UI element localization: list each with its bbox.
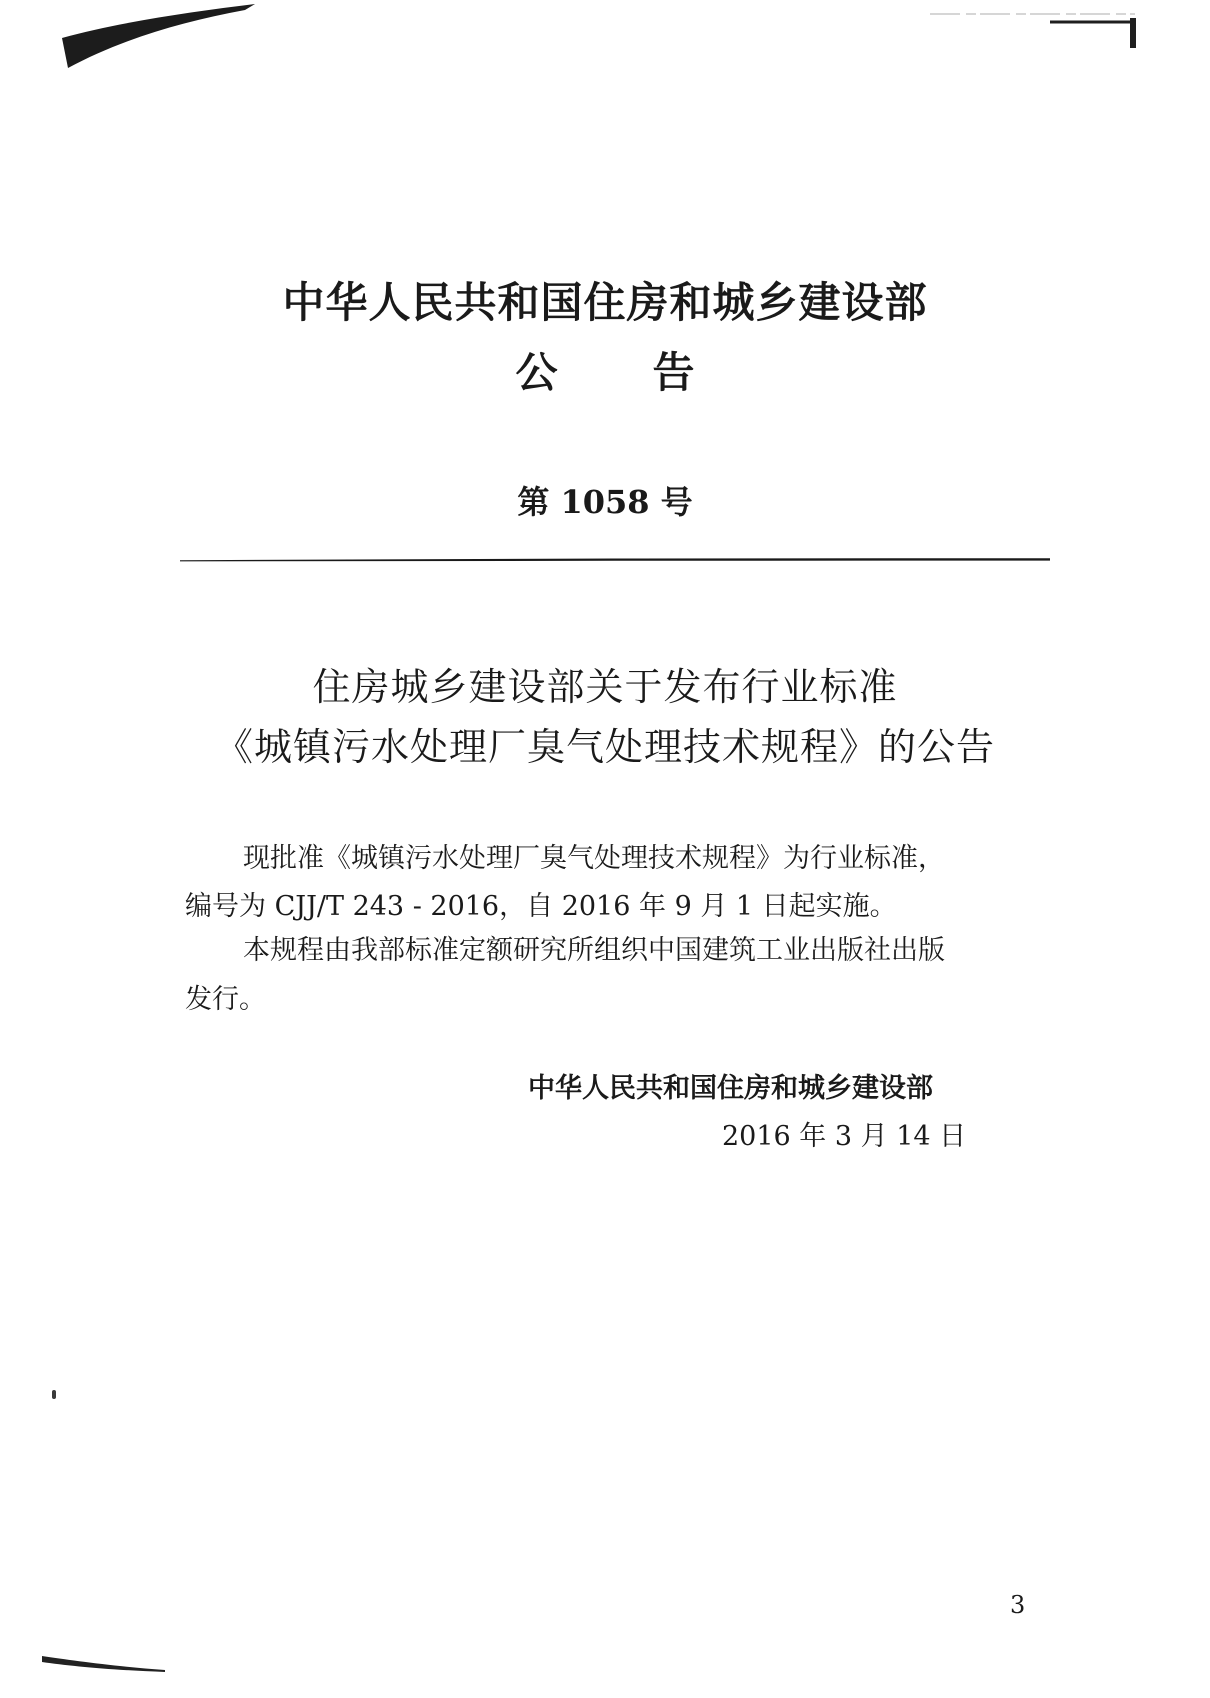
notice-number: 第 1058 号	[517, 483, 693, 521]
scan-smudge-bottom-left	[40, 1650, 170, 1680]
subject-line-2: 《城镇污水处理厂臭气处理技术规程》的公告	[214, 725, 995, 769]
paragraph-2-line-1: 本规程由我部标准定额研究所组织中国建筑工业出版社出版	[243, 935, 945, 966]
announcement-title-char-2: 告	[652, 348, 695, 397]
paragraph-2-line-2: 发行。	[185, 984, 266, 1015]
paragraph-1-line-1: 现批准《城镇污水处理厂臭气处理技术规程》为行业标准，	[243, 843, 945, 874]
scan-speck	[52, 1390, 56, 1399]
paragraph-1-line-2: 编号为 CJJ/T 243 - 2016，自 2016 年 9 月 1 日起实施。	[185, 891, 897, 922]
header-divider	[180, 557, 1050, 562]
announcement-title	[0, 348, 1210, 397]
signature-organization: 中华人民共和国住房和城乡建设部	[528, 1073, 933, 1104]
subject-line-1: 住房城乡建设部关于发布行业标准	[312, 665, 898, 709]
scan-shadow-top-left	[0, 0, 260, 80]
scan-edge-top-right	[930, 8, 1170, 48]
ministry-title: 中华人民共和国住房和城乡建设部	[282, 278, 928, 327]
announcement-title-char-1: 公	[515, 348, 558, 397]
page-number: 3	[1010, 1591, 1026, 1619]
signature-date: 2016 年 3 月 14 日	[722, 1121, 967, 1152]
